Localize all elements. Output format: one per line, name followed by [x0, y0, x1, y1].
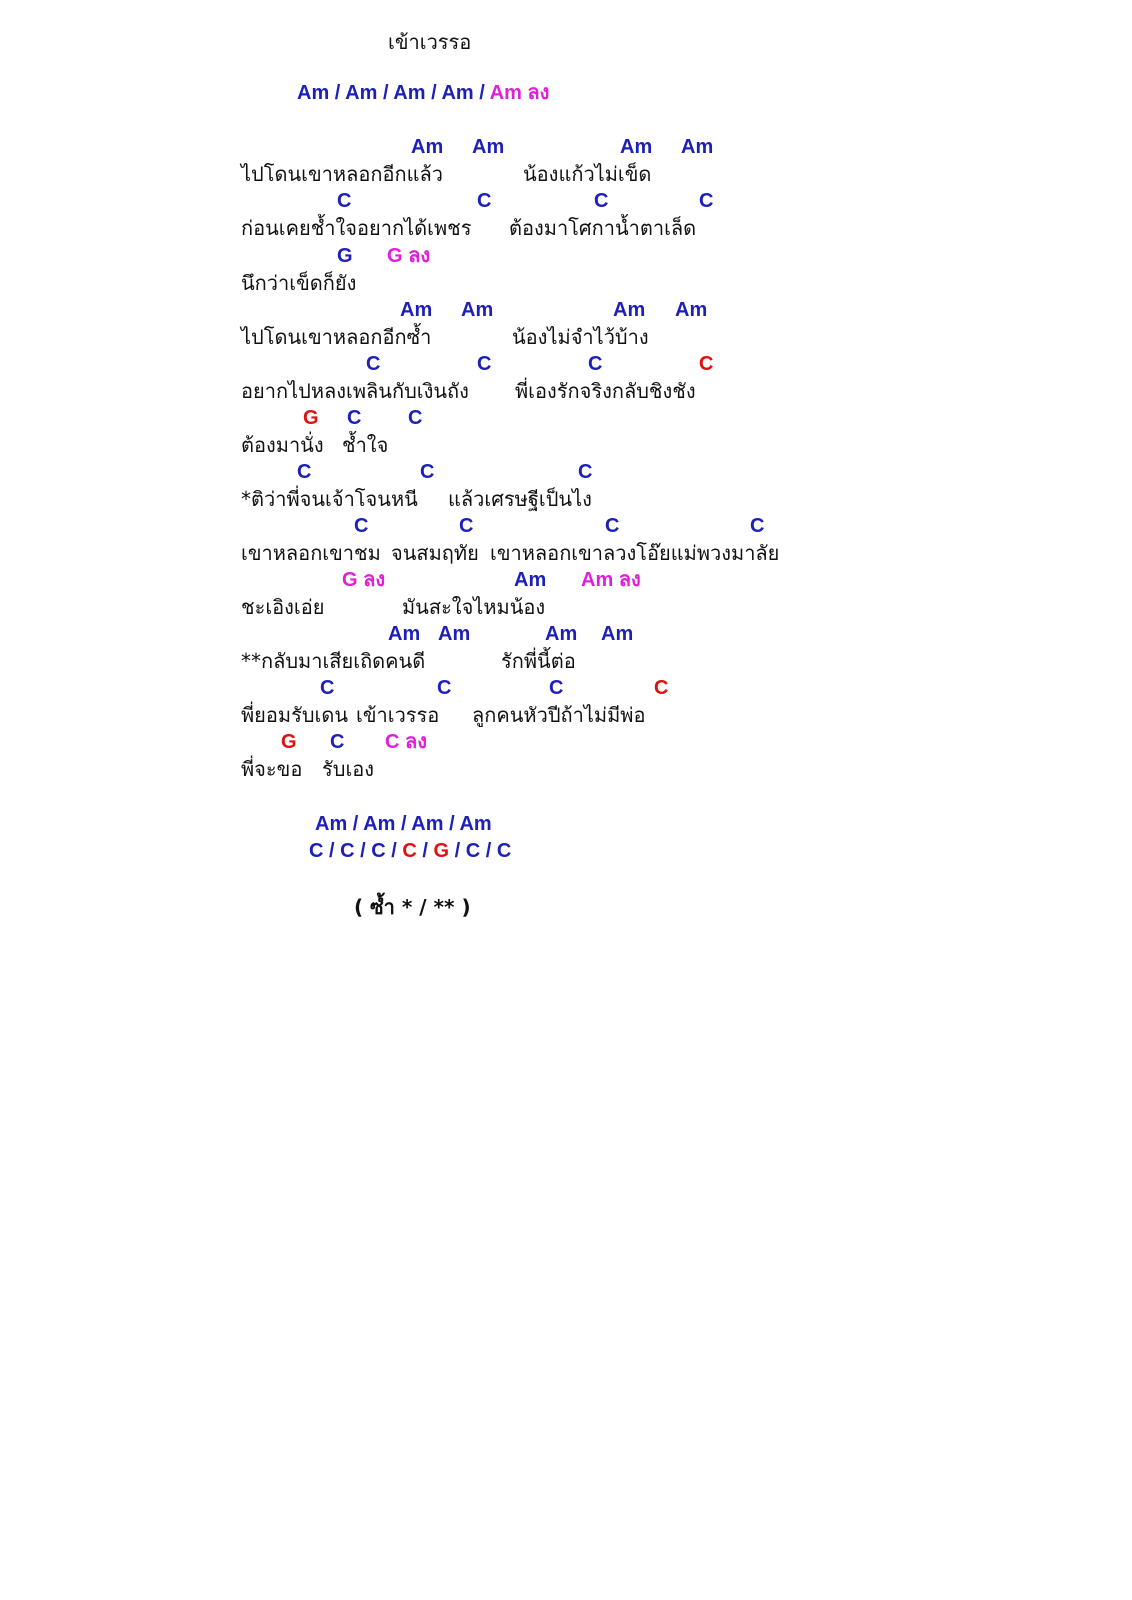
- lyric-text: พี่จะขอ: [241, 757, 303, 781]
- lyric-text: เข้าเวรรอ: [356, 703, 440, 727]
- chord: G ลง: [342, 569, 386, 591]
- chord: C: [297, 461, 312, 483]
- chord: C ลง: [385, 731, 428, 753]
- chord: G: [281, 731, 297, 753]
- chord: Am: [601, 623, 634, 645]
- chord: C: [437, 677, 452, 699]
- lyric-text: ช้ำใจ: [342, 433, 389, 457]
- chord-segment: C: [402, 840, 417, 862]
- lyric-text: น้องไม่จำไว้บ้าง: [512, 325, 649, 349]
- outro-chord-line: [309, 837, 511, 865]
- lyric-text: อยากไปหลงเพลินกับเงินถัง: [241, 379, 469, 403]
- lyric-text: แล้วเศรษฐีเป็นไง: [448, 487, 592, 511]
- song-title: เข้าเวรรอ: [388, 30, 472, 54]
- lyric-text: เขาหลอกเขาลวงโอ๊ยแม่พวงมาลัย: [490, 541, 780, 565]
- chord: G: [303, 407, 319, 429]
- chord-segment: Am ลง: [489, 82, 550, 104]
- chord-segment: / C / C: [449, 840, 512, 862]
- chord: C: [366, 353, 381, 375]
- chord-segment: Am / Am / Am / Am: [315, 813, 492, 835]
- chord-segment: G: [433, 840, 450, 862]
- lyric-text: ก่อนเคยช้ำใจอยากได้เพชร: [241, 216, 472, 240]
- chord: C: [605, 515, 620, 537]
- chord: C: [354, 515, 369, 537]
- lyric-text: **กลับมาเสียเถิดคนดี: [241, 649, 426, 673]
- lyric-text: น้องแก้วไม่เข็ด: [523, 162, 652, 186]
- chord-segment: C / C / C /: [309, 840, 403, 862]
- chord: Am: [438, 623, 471, 645]
- chord: Am: [545, 623, 578, 645]
- chord: C: [459, 515, 474, 537]
- chord: Am: [675, 299, 708, 321]
- chord: Am: [388, 623, 421, 645]
- chord: C: [699, 353, 714, 375]
- chord-segment: Am / Am / Am / Am /: [297, 82, 490, 104]
- outro-chord-line: [315, 810, 492, 838]
- chord: C: [477, 190, 492, 212]
- lyric-text: ลูกคนหัวปีถ้าไม่มีพ่อ: [472, 703, 646, 727]
- lyric-text: ต้องมาโศกาน้ำตาเล็ด: [509, 216, 697, 240]
- chord: C: [549, 677, 564, 699]
- chord: C: [699, 190, 714, 212]
- repeat-note: ( ซ้ำ * / ** ): [354, 895, 471, 919]
- lyric-text: รับเอง: [322, 757, 375, 781]
- lyric-text: เขาหลอกเขาชม: [241, 541, 381, 565]
- chord: Am: [613, 299, 646, 321]
- chord: C: [330, 731, 345, 753]
- lyric-text: รักพี่นี้ต่อ: [501, 649, 576, 673]
- chord: Am ลง: [581, 569, 641, 591]
- chord: C: [337, 190, 352, 212]
- chord: C: [578, 461, 593, 483]
- chord: Am: [514, 569, 547, 591]
- chord: C: [594, 190, 609, 212]
- chord: Am: [400, 299, 433, 321]
- chord-segment: /: [416, 840, 434, 862]
- lyric-text: ไปโดนเขาหลอกอีกแล้ว: [241, 162, 443, 186]
- chord: C: [320, 677, 335, 699]
- lyric-text: มันสะใจไหมน้อง: [402, 595, 546, 619]
- chord: C: [750, 515, 765, 537]
- chord: C: [477, 353, 492, 375]
- chord: G ลง: [387, 245, 431, 267]
- chord: Am: [620, 136, 653, 158]
- lyric-text: ไปโดนเขาหลอกอีกซ้ำ: [241, 325, 432, 349]
- chord: G: [337, 245, 353, 267]
- intro-chord-line: [297, 79, 549, 107]
- lyric-text: พี่เองรักจริงกลับชิงชัง: [515, 379, 696, 403]
- chord: Am: [411, 136, 444, 158]
- lyric-text: จนสมฤทัย: [391, 541, 479, 565]
- chord: C: [408, 407, 423, 429]
- lyric-text: พี่ยอมรับเดน: [241, 703, 349, 727]
- chord: C: [654, 677, 669, 699]
- lyric-text: ต้องมานั่ง: [241, 433, 324, 457]
- lyric-text: นึกว่าเข็ดก็ยัง: [241, 271, 357, 295]
- chord: C: [588, 353, 603, 375]
- chord: Am: [461, 299, 494, 321]
- lyric-text: *ติว่าพี่จนเจ้าโจนหนี: [241, 487, 418, 511]
- chord: Am: [472, 136, 505, 158]
- chord: Am: [681, 136, 714, 158]
- chord: C: [347, 407, 362, 429]
- lyric-text: ชะเอิงเอ่ย: [241, 595, 325, 619]
- chord: C: [420, 461, 435, 483]
